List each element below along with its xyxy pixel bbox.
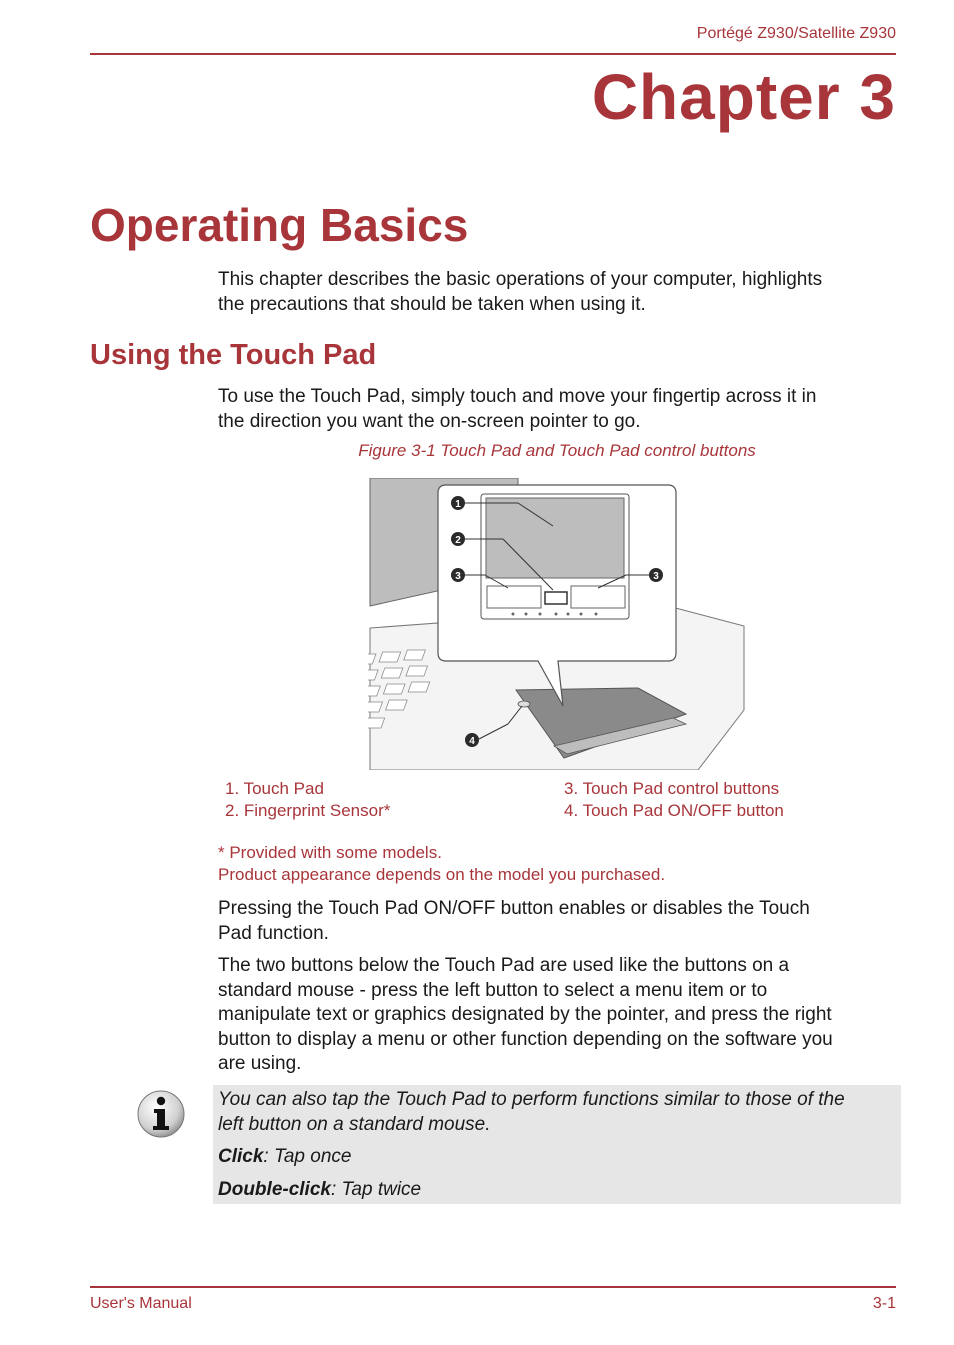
callout-label: 4 xyxy=(469,736,475,747)
footer-rule xyxy=(90,1286,896,1288)
running-header: Portégé Z930/Satellite Z930 xyxy=(696,25,896,42)
touchpad-paragraph xyxy=(218,385,898,434)
note-line: You can also tap the Touch Pad to perform functions similar to those of the xyxy=(218,1089,845,1110)
text-line: This chapter describes the basic operations of your computer, highlights xyxy=(218,269,823,290)
zoom-right-button xyxy=(571,586,625,608)
legend-item: 3. Touch Pad control buttons xyxy=(564,779,780,798)
text-line: the precautions that should be taken when using it. xyxy=(218,293,646,315)
callout-label: 2 xyxy=(455,535,461,546)
info-icon-graphic xyxy=(136,1089,186,1139)
chapter-label: Chapter 3 xyxy=(591,61,896,133)
onoff-paragraph xyxy=(218,897,898,946)
text-line: Pad function. xyxy=(218,922,329,944)
note-double-click xyxy=(218,1178,421,1203)
page-title: Operating Basics xyxy=(90,199,469,251)
text-line: button to display a menu or other function depending on the software you xyxy=(218,1028,833,1050)
text-line: the direction you want the on-screen pointer to go. xyxy=(218,410,641,432)
touchpad-illustration xyxy=(368,478,746,770)
zoom-left-button xyxy=(487,586,541,608)
zoom-touchpad xyxy=(486,498,624,578)
legend-item: 1. Touch Pad xyxy=(225,779,324,798)
intro-paragraph xyxy=(218,268,898,317)
footer-manual-title: User's Manual xyxy=(90,1295,192,1312)
text-line: are using. xyxy=(218,1053,302,1074)
page-number: 3-1 xyxy=(872,1295,896,1312)
text-line: standard mouse - press the left button to select a menu item or to xyxy=(218,979,768,1001)
note-line: left button on a standard mouse. xyxy=(218,1114,491,1135)
zoom-fingerprint-sensor xyxy=(545,592,567,604)
double-click-desc: : Tap twice xyxy=(330,1179,422,1200)
touchpad-figure xyxy=(368,478,746,770)
callout-label: 3 xyxy=(455,571,461,582)
click-desc: : Tap once xyxy=(263,1146,352,1167)
touchpad-onoff-button xyxy=(518,701,530,707)
callout-label: 3 xyxy=(653,571,659,582)
figure-caption: Figure 3-1 Touch Pad and Touch Pad control buttons xyxy=(358,441,756,460)
footnote: Product appearance depends on the model you purchased. xyxy=(218,865,666,884)
buttons-paragraph xyxy=(218,954,898,1077)
note-click xyxy=(218,1145,351,1170)
info-icon xyxy=(136,1089,186,1139)
click-term: Click xyxy=(218,1146,264,1167)
legend-item: 2. Fingerprint Sensor* xyxy=(225,801,391,820)
header-rule xyxy=(90,53,896,55)
text-line: The two buttons below the Touch Pad are used like the buttons on a xyxy=(218,955,790,976)
callout-label: 1 xyxy=(455,499,461,510)
legend-item: 4. Touch Pad ON/OFF button xyxy=(564,801,784,820)
text-line: To use the Touch Pad, simply touch and move your fingertip across it in xyxy=(218,386,817,407)
footnote: * Provided with some models. xyxy=(218,843,442,862)
text-line: manipulate text or graphics designated by the pointer, and press the right xyxy=(218,1004,832,1025)
double-click-term: Double-click xyxy=(218,1179,331,1200)
section-heading: Using the Touch Pad xyxy=(90,339,377,371)
text-line: Pressing the Touch Pad ON/OFF button enables or disables the Touch xyxy=(218,898,810,919)
